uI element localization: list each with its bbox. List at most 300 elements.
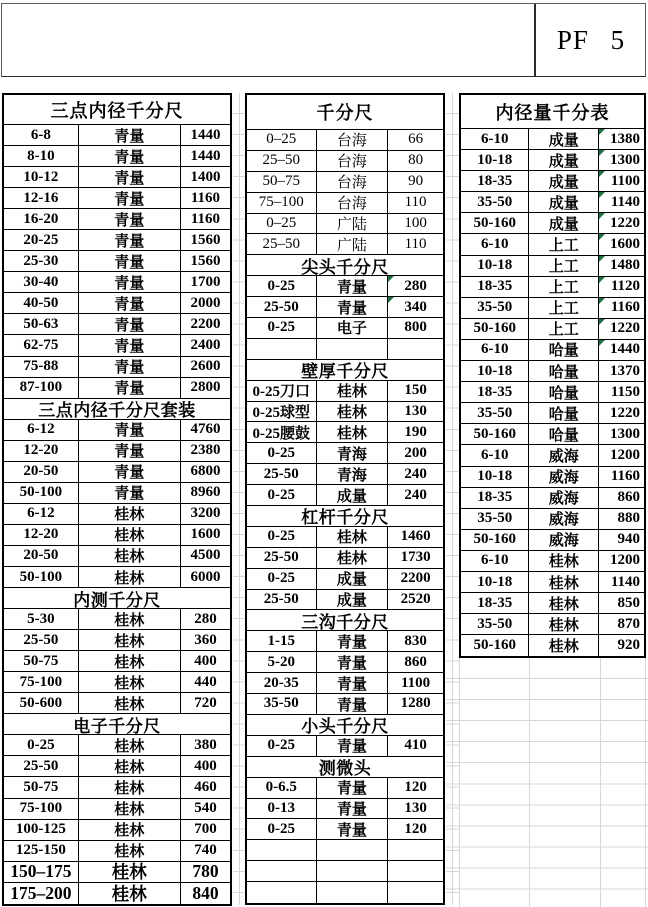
brand-cell [317,882,389,903]
table-row [4,293,230,314]
brand-cell: 青量 [79,146,181,166]
price-cell: 1400 [190,168,221,185]
section-header-row [4,714,230,735]
table-row [461,635,644,656]
brand-cell: 威海 [529,445,598,465]
table-title: 三点内径千分尺 [50,100,184,121]
brand-cell: 桂林 [317,527,389,547]
range-cell: 0-25 [247,736,317,756]
brand-cell: 成量 [529,213,598,233]
range-cell: 50-160 [461,530,529,550]
table-row [461,129,644,150]
price-cell: 1220 [599,213,644,233]
table-row [4,167,230,188]
price-cell: 1560 [190,252,221,269]
range-cell: 25–50 [247,151,317,171]
grid-gap-left [233,93,245,905]
table-row [461,424,644,445]
range-cell: 30-40 [4,272,79,292]
range-cell: 75-88 [4,357,79,377]
range-cell: 0–25 [247,214,317,234]
price-table-three-point-inside-micrometer [2,93,232,906]
price-cell: 1200 [610,446,640,463]
range-cell: 50-75 [4,777,79,797]
green-corner-icon [599,213,605,219]
brand-cell: 桂林 [79,862,181,882]
table-row [4,146,230,167]
range-cell: 0-6.5 [247,778,317,798]
table-row [461,467,644,488]
table-row [247,652,443,673]
price-cell: 130 [404,403,427,420]
brand-cell: 台海 [317,172,389,192]
brand-cell: 青量 [317,673,389,693]
brand-cell: 桂林 [79,546,181,566]
range-cell: 18-35 [461,488,529,508]
brand-cell: 台海 [317,151,389,171]
section-title: 三沟千分尺 [301,612,389,631]
price-cell: 850 [617,594,640,611]
brand-cell: 桂林 [79,525,181,545]
range-cell: 6-10 [461,445,529,465]
table-row [4,314,230,335]
table-row [247,527,443,548]
range-cell: 75-100 [4,799,79,819]
range-cell: 20-35 [247,673,317,693]
table-row [4,756,230,777]
brand-cell [317,339,389,359]
range-cell: 6-10 [461,551,529,571]
range-cell: 18-35 [461,171,529,191]
brand-cell: 哈量 [529,361,598,381]
table-row [4,630,230,651]
brand-cell: 哈量 [529,340,598,360]
green-corner-icon [599,150,605,156]
brand-cell: 青量 [317,694,389,714]
table-row [461,150,644,171]
range-cell: 6-10 [461,234,529,254]
table-row [4,841,230,862]
range-cell: 12-16 [4,188,79,208]
brand-cell: 桂林 [317,402,389,422]
table-row [4,777,230,798]
range-cell: 12-20 [4,441,79,461]
price-cell: 1460 [400,528,431,545]
table-row [4,378,230,399]
brand-cell: 青量 [79,462,181,482]
brand-cell: 桂林 [79,651,181,671]
price-cell: 780 [192,861,219,882]
table-row [461,509,644,530]
range-cell: 6-10 [461,129,529,149]
price-cell: 2520 [400,591,431,608]
grid-line [529,658,530,907]
grid-line [600,658,601,907]
table-row [4,483,230,504]
price-cell: 2400 [190,336,221,353]
range-cell: 6-10 [461,340,529,360]
brand-cell: 桂林 [79,672,181,692]
brand-cell: 桂林 [79,883,181,904]
price-cell: 860 [617,489,640,506]
table-row [4,862,230,883]
brand-cell: 台海 [317,193,389,213]
green-corner-icon [599,171,605,177]
table-row [4,188,230,209]
table-row [461,530,644,551]
section-title: 内测千分尺 [73,590,161,609]
brand-cell: 青量 [317,297,389,317]
grid-line [459,658,460,907]
range-cell: 50-160 [461,424,529,444]
range-cell [247,882,317,903]
brand-cell: 桂林 [79,777,181,797]
table-row [247,151,443,172]
table-row [461,403,644,424]
price-cell: 1160 [599,298,644,318]
price-cell: 2000 [190,294,221,311]
price-cell: 1730 [400,549,431,566]
table-row [461,319,644,340]
table-row [247,778,443,799]
price-cell: 830 [404,632,427,649]
table-row [4,504,230,525]
section-title: 杠杆千分尺 [301,508,389,526]
brand-cell: 上工 [529,277,598,297]
range-cell: 25–50 [247,234,317,254]
table-row [4,335,230,356]
section-header-row [247,255,443,276]
brand-cell: 桂林 [529,551,598,571]
price-cell: 100 [404,215,427,231]
price-cell: 4760 [190,421,221,438]
range-cell: 75-100 [4,672,79,692]
range-cell: 35-50 [461,192,529,212]
brand-cell [317,840,389,860]
table-row [247,443,443,464]
brand-cell: 成量 [317,569,389,589]
range-cell: 35-50 [247,694,317,714]
range-cell: 0-25球型 [247,402,317,422]
range-cell: 0-25 [247,527,317,547]
brand-cell: 成量 [529,150,598,170]
section-title: 电子千分尺 [73,716,161,735]
price-cell: 90 [408,173,424,190]
price-cell: 360 [194,631,217,648]
green-corner-icon [599,277,605,283]
table-row [247,631,443,652]
table-row [247,422,443,443]
range-cell: 25-50 [247,464,317,484]
brand-cell: 桂林 [79,630,181,650]
brand-cell: 成量 [529,129,598,149]
table-row [4,230,230,251]
range-cell: 0–25 [247,130,317,150]
table-row [461,213,644,234]
price-cell: 410 [404,737,427,754]
brand-cell: 青量 [79,125,181,145]
section-title: 测微头 [318,759,372,777]
brand-cell: 桂林 [79,756,181,776]
range-cell: 12-20 [4,525,79,545]
price-cell: 1200 [610,552,640,569]
table-header-row [4,95,230,125]
price-cell: 120 [404,820,427,837]
empty-row [247,339,443,360]
price-cell: 2380 [190,442,221,459]
brand-cell: 桂林 [317,381,389,401]
price-cell: 1280 [400,695,431,712]
page-code: PF 5 [556,24,626,55]
brand-cell: 青量 [79,251,181,271]
green-corner-icon [599,234,605,240]
price-cell: 120 [404,779,427,796]
price-cell: 1440 [190,126,221,143]
brand-cell: 哈量 [529,424,598,444]
brand-cell: 青量 [79,441,181,461]
price-cell: 110 [404,235,427,252]
green-corner-icon [599,319,605,325]
price-cell: 460 [194,778,217,795]
table-title: 千分尺 [316,103,374,123]
range-cell: 6-12 [4,504,79,524]
range-cell: 18-35 [461,382,529,402]
price-cell: 190 [404,423,427,440]
brand-cell: 哈量 [529,382,598,402]
brand-cell: 青海 [317,443,389,463]
section-header-row [4,399,230,420]
brand-cell: 桂林 [79,504,181,524]
table-row [247,318,443,339]
range-cell [247,339,317,359]
table-row [4,883,230,904]
price-cell: 340 [388,297,443,317]
range-cell: 62-75 [4,335,79,355]
section-title: 壁厚千分尺 [301,362,389,380]
table-row [247,464,443,485]
price-cell: 700 [194,821,217,838]
brand-cell: 哈量 [529,403,598,423]
brand-cell: 青量 [79,420,181,440]
table-row [247,130,443,151]
price-cell: 870 [617,615,640,632]
price-cell: 1700 [190,273,221,290]
price-cell: 1480 [599,256,644,276]
price-cell: 80 [408,152,424,169]
brand-cell: 青量 [79,378,181,398]
price-cell: 6000 [190,568,221,585]
price-cell: 1600 [190,526,221,543]
price-cell: 1140 [610,573,640,590]
brand-cell: 桂林 [79,609,181,629]
brand-cell: 青海 [317,464,389,484]
table-row [247,172,443,193]
brand-cell: 桂林 [317,422,389,442]
brand-cell: 成量 [317,485,389,505]
price-cell: 6800 [190,463,221,480]
range-cell: 20-50 [4,546,79,566]
price-cell: 1100 [599,171,644,191]
brand-cell: 上工 [529,298,598,318]
table-row [461,171,644,192]
range-cell: 25-50 [4,630,79,650]
table-row [461,298,644,319]
table-row [4,525,230,546]
price-cell: 740 [194,842,217,859]
price-cell: 1140 [599,192,644,212]
price-cell: 880 [617,510,640,527]
table-row [247,736,443,757]
brand-cell: 青量 [79,335,181,355]
range-cell: 16-20 [4,209,79,229]
price-cell: 1220 [599,319,644,339]
range-cell: 1-15 [247,631,317,651]
price-cell: 280 [388,276,443,296]
table-row [247,590,443,611]
brand-cell: 青量 [79,272,181,292]
range-cell: 50-63 [4,314,79,334]
table-row [247,819,443,840]
price-cell: 540 [194,800,217,817]
table-row [461,192,644,213]
empty-row [247,882,443,903]
section-title: 小头千分尺 [301,717,389,735]
price-cell: 240 [404,465,427,482]
table-row [4,567,230,588]
range-cell: 175–200 [4,883,79,904]
range-cell: 10-12 [4,167,79,187]
brand-cell: 青量 [79,483,181,503]
brand-cell: 青量 [79,293,181,313]
range-cell: 50-160 [461,319,529,339]
table-header-row [247,95,443,130]
brand-cell: 广陆 [317,214,389,234]
range-cell: 50-100 [4,483,79,503]
range-cell [247,840,317,860]
range-cell: 20-50 [4,462,79,482]
table-row [247,799,443,820]
range-cell: 10-18 [461,150,529,170]
section-title: 尖头千分尺 [301,257,389,276]
price-cell: 280 [194,610,217,627]
price-cell [388,882,443,903]
range-cell: 6-8 [4,125,79,145]
price-cell: 240 [404,486,427,503]
table-row [461,445,644,466]
table-row [247,276,443,297]
green-corner-icon [599,129,605,135]
price-table-inside-dial-micrometer-gauge [459,93,646,658]
brand-cell [317,861,389,881]
price-cell: 800 [404,319,427,336]
brand-cell: 青量 [79,188,181,208]
table-row [461,551,644,572]
brand-cell: 青量 [79,357,181,377]
brand-cell: 威海 [529,530,598,550]
table-title: 内径量千分表 [495,102,610,123]
table-row [461,361,644,382]
table-row [461,256,644,277]
range-cell: 10-18 [461,467,529,487]
range-cell: 35-50 [461,298,529,318]
range-cell: 8-10 [4,146,79,166]
range-cell: 35-50 [461,509,529,529]
brand-cell: 桂林 [529,614,598,634]
range-cell: 25-50 [4,756,79,776]
range-cell: 50–75 [247,172,317,192]
table-row [247,234,443,255]
price-cell: 1300 [599,150,644,170]
price-cell: 2800 [190,379,221,396]
price-cell: 940 [617,531,640,548]
price-cell: 400 [194,652,217,669]
title-band [1,3,646,77]
range-cell: 10-18 [461,572,529,592]
brand-cell: 桂林 [79,735,181,755]
brand-cell: 成量 [529,171,598,191]
price-cell: 920 [617,637,640,654]
price-cell: 1600 [599,234,644,254]
empty-row [247,861,443,882]
table-row [4,799,230,820]
range-cell: 18-35 [461,593,529,613]
price-cell: 400 [194,757,217,774]
range-cell: 35-50 [461,614,529,634]
table-row [247,673,443,694]
brand-cell: 威海 [529,488,598,508]
price-cell [388,339,443,359]
price-cell [388,861,443,881]
range-cell: 125-150 [4,841,79,861]
table-row [4,420,230,441]
price-cell: 110 [404,194,427,211]
range-cell: 0-25刀口 [247,381,317,401]
table-row [4,251,230,272]
table-row [4,820,230,841]
brand-cell: 成量 [317,590,389,610]
section-header-row [4,588,230,609]
price-cell: 66 [408,131,424,148]
price-cell: 1440 [599,340,644,360]
price-cell: 130 [404,799,427,816]
table-row [461,593,644,614]
table-row [461,277,644,298]
range-cell: 10-18 [461,361,529,381]
table-row [4,651,230,672]
range-cell: 0-25 [247,485,317,505]
table-header-row [461,95,644,129]
price-cell: 1150 [610,383,640,400]
price-cell: 150 [404,382,427,399]
range-cell: 50-600 [4,693,79,713]
table-row [247,402,443,423]
brand-cell: 上工 [529,234,598,254]
section-header-row [247,506,443,527]
price-cell: 200 [404,444,427,461]
table-row [4,441,230,462]
brand-cell: 上工 [529,319,598,339]
range-cell: 75–100 [247,193,317,213]
table-row [461,572,644,593]
grid-bottom-right [446,658,648,907]
table-row [461,340,644,361]
brand-cell: 台海 [317,130,389,150]
price-cell: 1100 [400,674,431,691]
brand-cell: 桂林 [79,799,181,819]
grid-line [645,658,646,907]
price-cell: 3200 [190,505,221,522]
price-cell: 8960 [190,484,221,501]
